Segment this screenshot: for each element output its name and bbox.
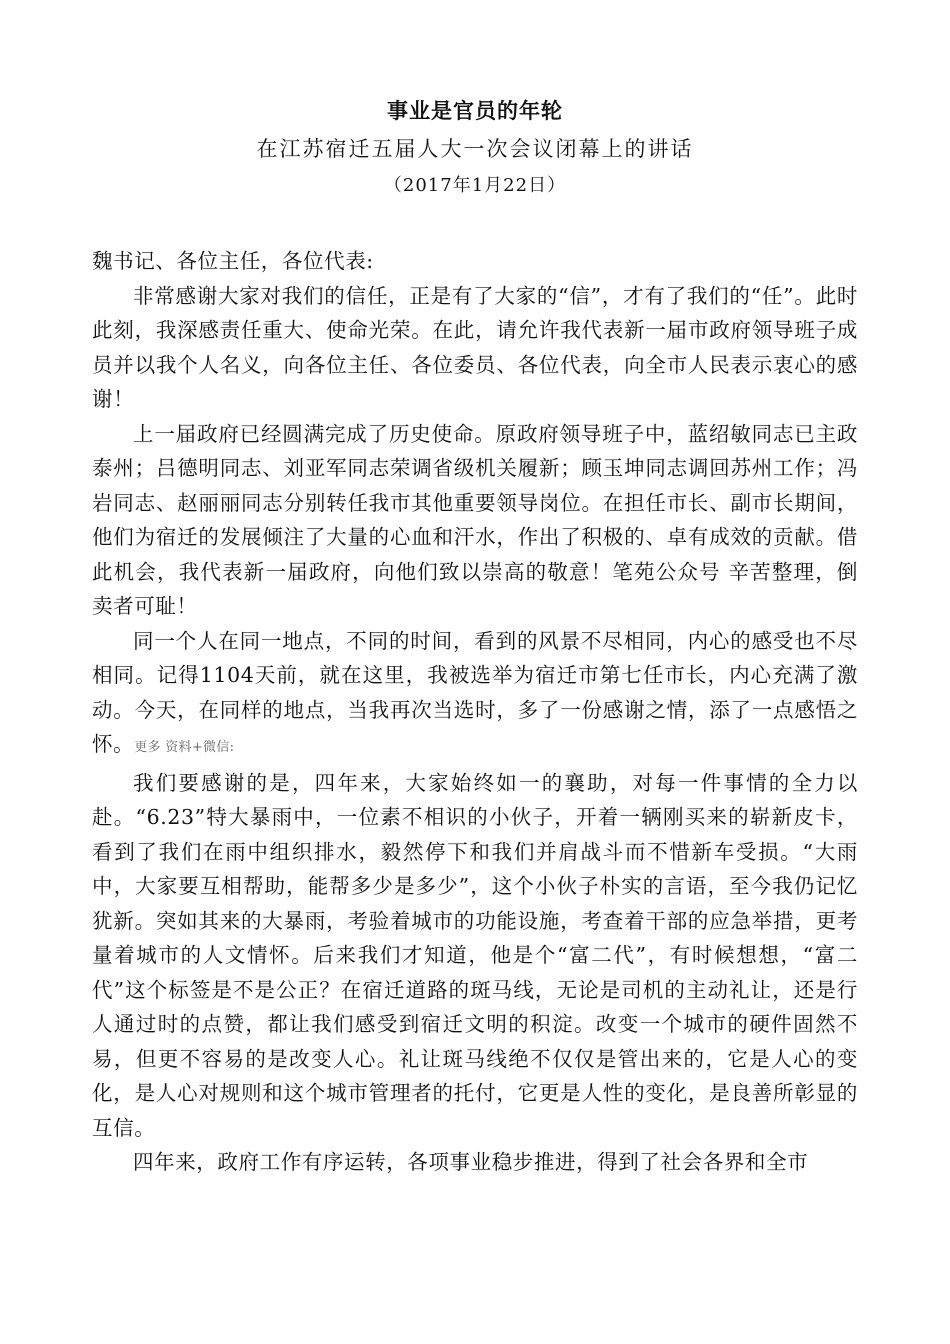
- paragraph-5: 四年来，政府工作有序运转，各项事业稳步推进，得到了社会各界和全市: [133, 1150, 809, 1174]
- salutation: 魏书记、各位主任，各位代表:: [92, 249, 374, 273]
- paragraph-1: 非常感谢大家对我们的信任，正是有了大家的“信”，才有了我们的“任”。此时此刻，我深感责任重大、使命光荣。在此，请允许我代表新一届市政府领导班子成员并以我个人名义，向各位主任、各位委员、各位代表，向全市人民表示衷心的感谢！: [92, 283, 858, 411]
- document-subtitle: 在江苏宿迁五届人大一次会议闭幕上的讲话: [256, 137, 694, 161]
- paragraph-3: [92, 624, 858, 766]
- paragraph-3-text: 同一个人在同一地点，不同的时间，看到的风景不尽相同，内心的感受也不尽相同。记得1104天前，就在这里，我被选举为宿迁市第七任市长，内心充满了激动。今天，在同样的地点，当我再次当选时，多了一份感谢之情，添了一点感悟之怀。: [92, 628, 858, 756]
- speech-date: （2017年1月22日）: [383, 175, 567, 196]
- document-title: 事业是官员的年轮: [387, 98, 563, 123]
- speech-body: [92, 244, 858, 1180]
- paragraph-4: 我们要感谢的是，四年来，大家始终如一的襄助，对每一件事情的全力以赴。“6.23”特大暴雨中，一位素不相识的小伙子，开着一辆刚买来的崭新皮卡，看到了我们在雨中组织排水，毅然停下和我们并肩战斗而不惜新车受损。“大雨中，大家要互相帮助，能帮多少是多少”，这个小伙子朴实的言语，至今我仍记忆犹新。突如其来的大暴雨，考验着城市的功能设施，考查着干部的应急举措，更考量着城市的人文情怀。后来我们才知道，他是个“富二代”，有时候想想，“富二代”这个标签是不是公正？在宿迁道路的斑马线，无论是司机的主动礼让，还是行人通过时的点赞，都让我们感受到宿迁文明的积淀。改变一个城市的硬件固然不易，但更不容易的是改变人心。礼让斑马线绝不仅仅是管出来的，它是人心的变化，是人心对规则和这个城市管理者的托付，它更是人性的变化，是良善所彰显的互信。: [92, 770, 858, 1140]
- paragraph-2: 上一届政府已经圆满完成了历史使命。原政府领导班子中，蓝绍敏同志已主政泰州；吕德明同志、刘亚军同志荣调省级机关履新；顾玉坤同志调回苏州工作；冯岩同志、赵丽丽同志分别转任我市其他重要领导岗位。在担任市长、副市长期间，他们为宿迁的发展倾注了大量的心血和汗水，作出了积极的、卓有成效的贡献。借此机会，我代表新一届政府，向他们致以崇高的敬意！笔苑公众号 辛苦整理，倒卖者可耻！: [92, 421, 858, 618]
- inline-note: 更多 资料+微信:: [134, 740, 235, 755]
